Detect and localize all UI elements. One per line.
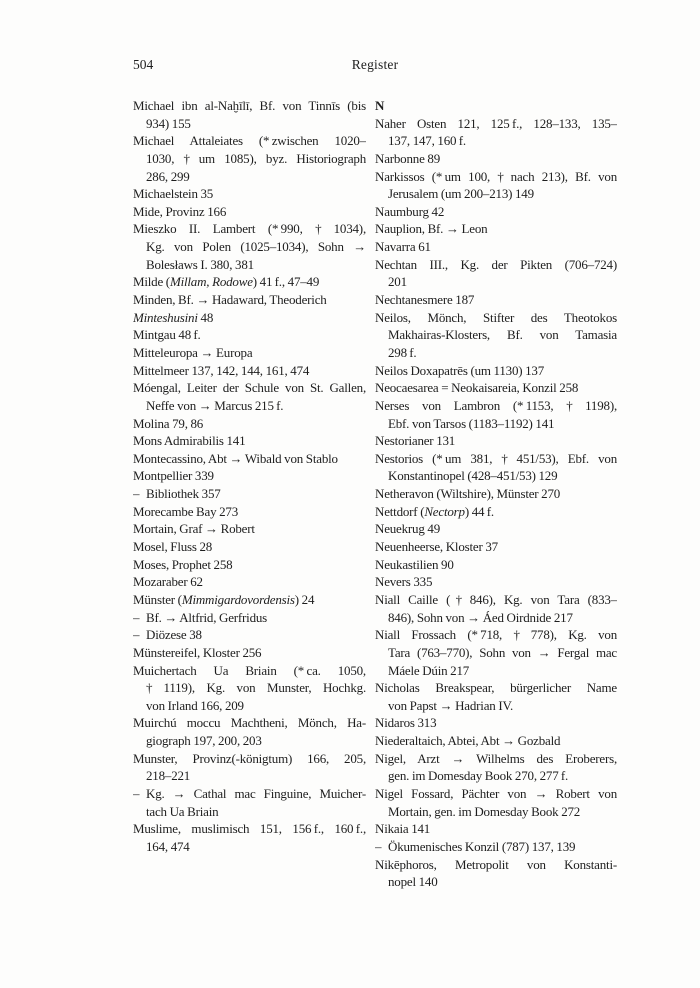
subentry-dash: – [375, 838, 382, 854]
page-number: 504 [133, 57, 154, 72]
index-line: Móengal, Leiter der Schule von St. Gallen, [133, 380, 366, 396]
index-line: Mide, Provinz 166 [133, 203, 227, 219]
index-line: Bolesławs I. 380, 381 [146, 256, 254, 272]
index-line: Niall Caille († 846), Kg. von Tara (833– [375, 591, 617, 607]
index-line: 1030, † um 1085), byz. Historiograph [146, 150, 366, 166]
subentry-dash: – [133, 627, 140, 643]
index-line: von Papst → Hadrian IV. [388, 697, 514, 713]
index-line: Molina 79, 86 [133, 415, 204, 431]
index-line: Neuenheerse, Kloster 37 [375, 539, 498, 555]
index-line: Mitteleuropa → Europa [133, 344, 253, 360]
running-header [133, 56, 617, 74]
index-line: Nevers 335 [375, 574, 433, 590]
index-line: gen. im Domesday Book 270, 277 f. [388, 768, 569, 784]
index-line: Naher Osten 121, 125 f., 128–133, 135– [375, 115, 617, 131]
index-line: Tara (763–770), Sohn von → Fergal mac [388, 644, 617, 660]
index-line: Nestorianer 131 [375, 433, 456, 449]
index-line: nopel 140 [388, 874, 438, 890]
subentry-dash: – [133, 486, 140, 502]
index-line: Konstantinopel (428–451/53) 129 [388, 468, 558, 484]
index-line: Muichertach Ua Briain (* ca. 1050, [133, 662, 366, 678]
index-column-right [375, 97, 617, 891]
index-line: Moses, Prophet 258 [133, 556, 233, 572]
index-line: Nigel Fossard, Pächter von → Robert von [375, 785, 617, 801]
index-subentry-line: – Diözese 38 [133, 627, 202, 643]
index-line: Milde (Millam, Rodowe) 41 f., 47–49 [133, 274, 320, 290]
index-line: Mozaraber 62 [133, 574, 203, 590]
index-line: N [375, 98, 385, 113]
index-line: Niederaltaich, Abtei, Abt → Gozbald [375, 733, 561, 749]
index-line: Nettdorf (Nectorp) 44 f. [375, 503, 494, 519]
index-line: Münster (Mimmigardovordensis) 24 [133, 591, 315, 607]
index-line: Michael Attaleiates (* zwischen 1020– [133, 133, 366, 149]
index-line: Narkissos (* um 100, † nach 213), Bf. von [375, 168, 617, 184]
index-line: Navarra 61 [375, 239, 431, 255]
index-line: Nechtan III., Kg. der Pikten (706–724) [375, 256, 617, 272]
index-line: Münstereifel, Kloster 256 [133, 644, 262, 660]
index-line: Neilos Doxapatrēs (um 1130) 137 [375, 362, 545, 378]
index-line: 137, 147, 160 f. [388, 133, 466, 149]
index-line: Minteshusini 48 [133, 309, 214, 325]
index-line: Michael ibn al-Naḫīlī, Bf. von Tinnīs (bis [133, 98, 366, 113]
index-line: Kg. von Polen (1025–1034), Sohn → [146, 239, 366, 255]
index-line: Neffe von → Marcus 215 f. [146, 397, 284, 413]
index-line: 846), Sohn von → Áed Oirdnide 217 [388, 609, 573, 625]
index-line: Narbonne 89 [375, 150, 441, 166]
index-line: 934) 155 [146, 115, 191, 131]
italic-term: Millam, Rodowe [169, 274, 253, 290]
index-line: Nerses von Lambron (* 1153, † 1198), [375, 397, 617, 413]
subentry-dash: – [133, 785, 140, 801]
index-line: Montecassino, Abt → Wibald von Stablo [133, 450, 338, 466]
index-subentry-line: – Bf. → Altfrid, Gerfridus [133, 609, 268, 625]
index-line: Muslime, muslimisch 151, 156 f., 160 f., [133, 821, 366, 837]
index-line: Makhairas-Klosters, Bf. von Tamasia [388, 327, 617, 343]
index-line: Neocaesarea = Neokaisareia, Konzil 258 [375, 380, 579, 396]
index-line: von Irland 166, 209 [146, 697, 244, 713]
index-line: Mosel, Fluss 28 [133, 539, 213, 555]
index-line: Mortain, Graf → Robert [133, 521, 255, 537]
index-line: 201 [388, 274, 407, 290]
index-line: Nikēphoros, Metropolit von Konstanti- [375, 856, 617, 872]
index-subentry-line: – Ökumenisches Konzil (787) 137, 139 [375, 838, 576, 854]
index-line: Netheravon (Wiltshire), Münster 270 [375, 486, 561, 502]
index-line: Nigel, Arzt → Wilhelms des Eroberers, [375, 750, 617, 766]
index-line: Neilos, Mönch, Stifter des Theotokos [375, 309, 617, 325]
index-line: Michaelstein 35 [133, 186, 214, 202]
index-line: Jerusalem (um 200–213) 149 [388, 186, 534, 202]
index-body [133, 97, 617, 891]
index-line: Mortain, gen. im Domesday Book 272 [388, 803, 581, 819]
index-line: Naumburg 42 [375, 203, 445, 219]
index-line: Nicholas Breakspear, bürgerlicher Name [375, 680, 617, 696]
index-line: 164, 474 [146, 838, 190, 854]
index-line: † 1119), Kg. von Munster, Hochkg. [146, 680, 366, 696]
index-line: 298 f. [388, 344, 417, 360]
index-line: Neukastilien 90 [375, 556, 454, 572]
index-line: Nechtanesmere 187 [375, 292, 475, 308]
index-column-left [133, 97, 366, 891]
index-line: Nidaros 313 [375, 715, 437, 731]
index-subentry-line: – Bibliothek 357 [133, 486, 221, 502]
index-subentry-line: – Kg. → Cathal mac Finguine, Muicher- [133, 785, 366, 801]
index-line: 286, 299 [146, 168, 190, 184]
index-line: Máele Dúin 217 [388, 662, 470, 678]
index-line: Montpellier 339 [133, 468, 214, 484]
subentry-dash: – [133, 609, 140, 625]
index-line: 218–221 [146, 768, 191, 784]
index-line: Mons Admirabilis 141 [133, 433, 246, 449]
index-line: Neuekrug 49 [375, 521, 441, 537]
index-line: Munster, Provinz(-königtum) 166, 205, [133, 750, 366, 766]
italic-term: Nectorp [424, 503, 465, 519]
italic-term: Minteshusini [133, 309, 198, 325]
page-title: Register [351, 57, 399, 72]
index-line: Mintgau 48 f. [133, 327, 201, 343]
index-line: giograph 197, 200, 203 [146, 733, 262, 749]
index-line: Mieszko II. Lambert (* 990, † 1034), [133, 221, 366, 237]
index-line: Mittelmeer 137, 142, 144, 161, 474 [133, 362, 310, 378]
index-line: Nauplion, Bf. → Leon [375, 221, 488, 237]
index-line: Minden, Bf. → Hadaward, Theoderich [133, 292, 327, 308]
index-line: Muirchú moccu Machtheni, Mönch, Ha- [133, 715, 366, 731]
index-line: Niall Frossach (* 718, † 778), Kg. von [375, 627, 617, 643]
index-line: Nikaia 141 [375, 821, 431, 837]
index-line: Nestorios (* um 381, † 451/53), Ebf. von [375, 450, 617, 466]
index-line: tach Ua Briain [146, 803, 219, 819]
index-line: Ebf. von Tarsos (1183–1192) 141 [388, 415, 555, 431]
italic-term: Mimmigardovordensis [181, 591, 295, 607]
index-line: Morecambe Bay 273 [133, 503, 239, 519]
